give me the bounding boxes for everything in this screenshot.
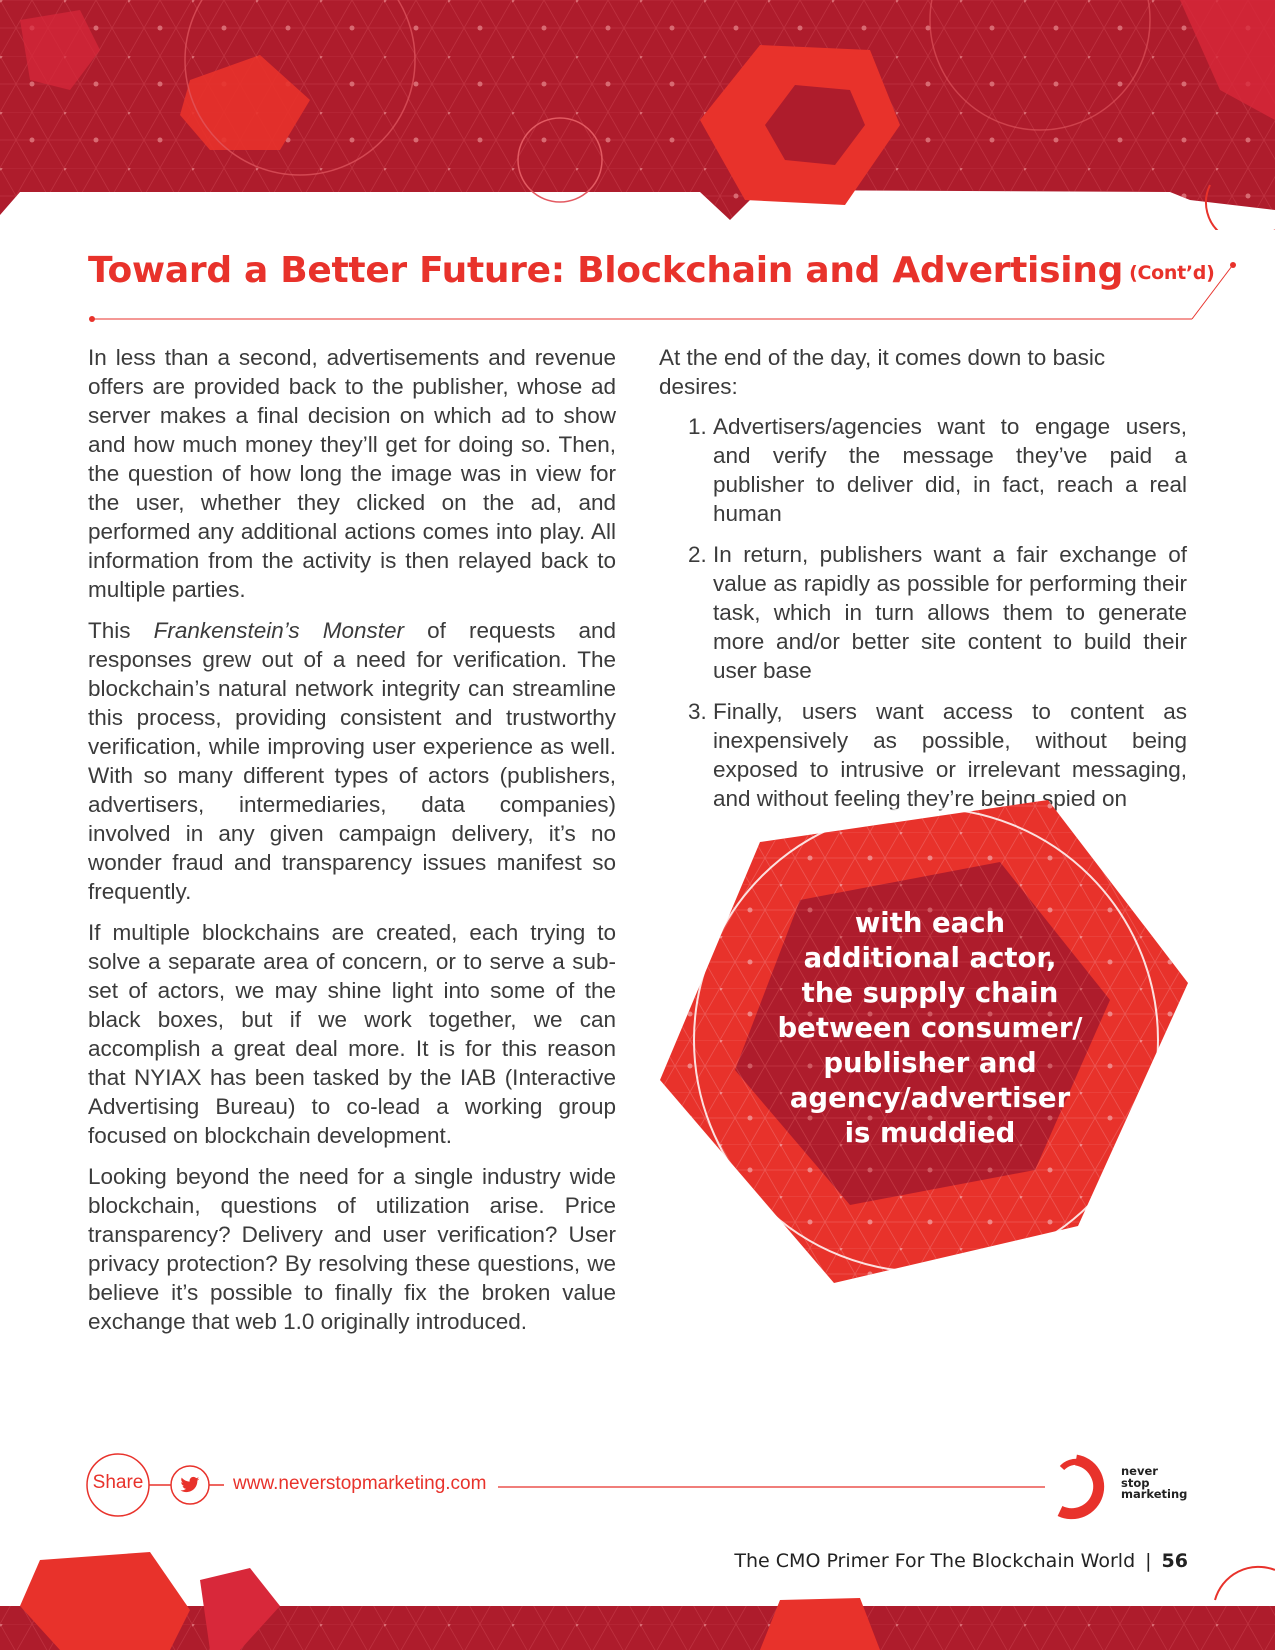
share-label[interactable]: Share xyxy=(92,1472,144,1493)
website-link[interactable]: www.neverstopmarketing.com xyxy=(233,1473,487,1494)
list-item-number: 1. xyxy=(688,414,707,439)
footer-separator: | xyxy=(1145,1550,1152,1572)
callout-line: with each xyxy=(854,907,1006,939)
paragraph-2-rest: of requests and responses grew out of a need for verification. The blockchain’s natural network integrity can streamline this process, providing consistent and trustworthy verification, while improving user experience as well. With so many different types of actors (publishers, advertisers, intermediaries, data companies) involved in any given campaign delivery, it’s no wonder fraud and transparency issues manifest so frequently. xyxy=(88,618,617,904)
desires-list xyxy=(659,412,1187,813)
title-contd: (Cont’d) xyxy=(1129,262,1215,284)
list-item-text: In return, publishers want a fair exchange of value as rapidly as possible for performing their task, which in turn allows them to generate more and/or better site content to build their user base xyxy=(713,542,1187,683)
paragraph-1: In less than a second, advertisements and revenue offers are provided back to the publisher, whose ad server makes a final decision on which ad to show and how much money they’ll get for doing so. Then, the question of how long the image was in view for the user, whether they clicked on the ad, and performed any additional actions comes into play. All information from the activity is then relayed back to multiple parties. xyxy=(88,345,616,602)
title-divider xyxy=(0,255,1275,325)
left-column xyxy=(88,343,616,1348)
list-item-number: 2. xyxy=(688,542,707,567)
list-item-number: 3. xyxy=(688,699,707,724)
paragraph-3: If multiple blockchains are created, each trying to solve a separate area of concern, or to serve a sub-set of actors, we may shine light into some of the black boxes, but if we work together, we can accomplish a great deal more. It is for this reason that NYIAX has been tasked by the IAB (Interactive Advertising Bureau) to co-lead a working group focused on blockchain development. xyxy=(88,920,616,1148)
callout-text xyxy=(760,906,1100,1151)
callout-line: between consumer/ xyxy=(777,1012,1083,1044)
paragraph-2-start: This xyxy=(88,618,154,643)
logo-line: marketing xyxy=(1121,1487,1188,1501)
list-item xyxy=(659,540,1187,685)
list-item-text: Finally, users want access to content as inexpensively as possible, without being exposed to intrusive or irrelevant messaging, and without feeling they’re being spied on xyxy=(713,699,1187,811)
header-banner xyxy=(0,0,1275,230)
callout-line: additional actor, xyxy=(803,942,1057,974)
title-text: Toward a Better Future: Blockchain and Advertising xyxy=(88,250,1124,291)
list-intro: At the end of the day, it comes down to basic desires: xyxy=(659,345,1106,399)
footer-banner xyxy=(0,1540,1275,1650)
list-item-text: Advertisers/agencies want to engage users, and verify the message they’ve paid a publisher to deliver did, in fact, reach a real human xyxy=(713,414,1187,526)
twitter-icon[interactable] xyxy=(180,1476,200,1494)
logo-icon xyxy=(1060,1460,1099,1514)
page-number: 56 xyxy=(1161,1550,1188,1572)
callout-line: is muddied xyxy=(844,1117,1016,1149)
callout-line: publisher and xyxy=(823,1047,1037,1079)
logo-line: never xyxy=(1121,1464,1158,1478)
callout-line: agency/advertiser xyxy=(789,1082,1071,1114)
paragraph-2 xyxy=(88,616,616,906)
publication-title: The CMO Primer For The Blockchain World xyxy=(734,1550,1136,1572)
logo-wordmark xyxy=(1121,1466,1187,1501)
callout-line: the supply chain xyxy=(801,977,1059,1009)
logo-line: stop xyxy=(1121,1475,1150,1490)
list-item xyxy=(659,412,1187,528)
paragraph-4: Looking beyond the need for a single industry wide blockchain, questions of utilization arise. Price transparency? Delivery and user verification? User privacy protection? By resolving these questions, we believe it’s possible to finally fix the broken value exchange that web 1.0 originally introduced. xyxy=(88,1164,616,1334)
right-column xyxy=(659,343,1187,825)
paragraph-2-italic: Frankenstein’s Monster xyxy=(153,618,404,643)
